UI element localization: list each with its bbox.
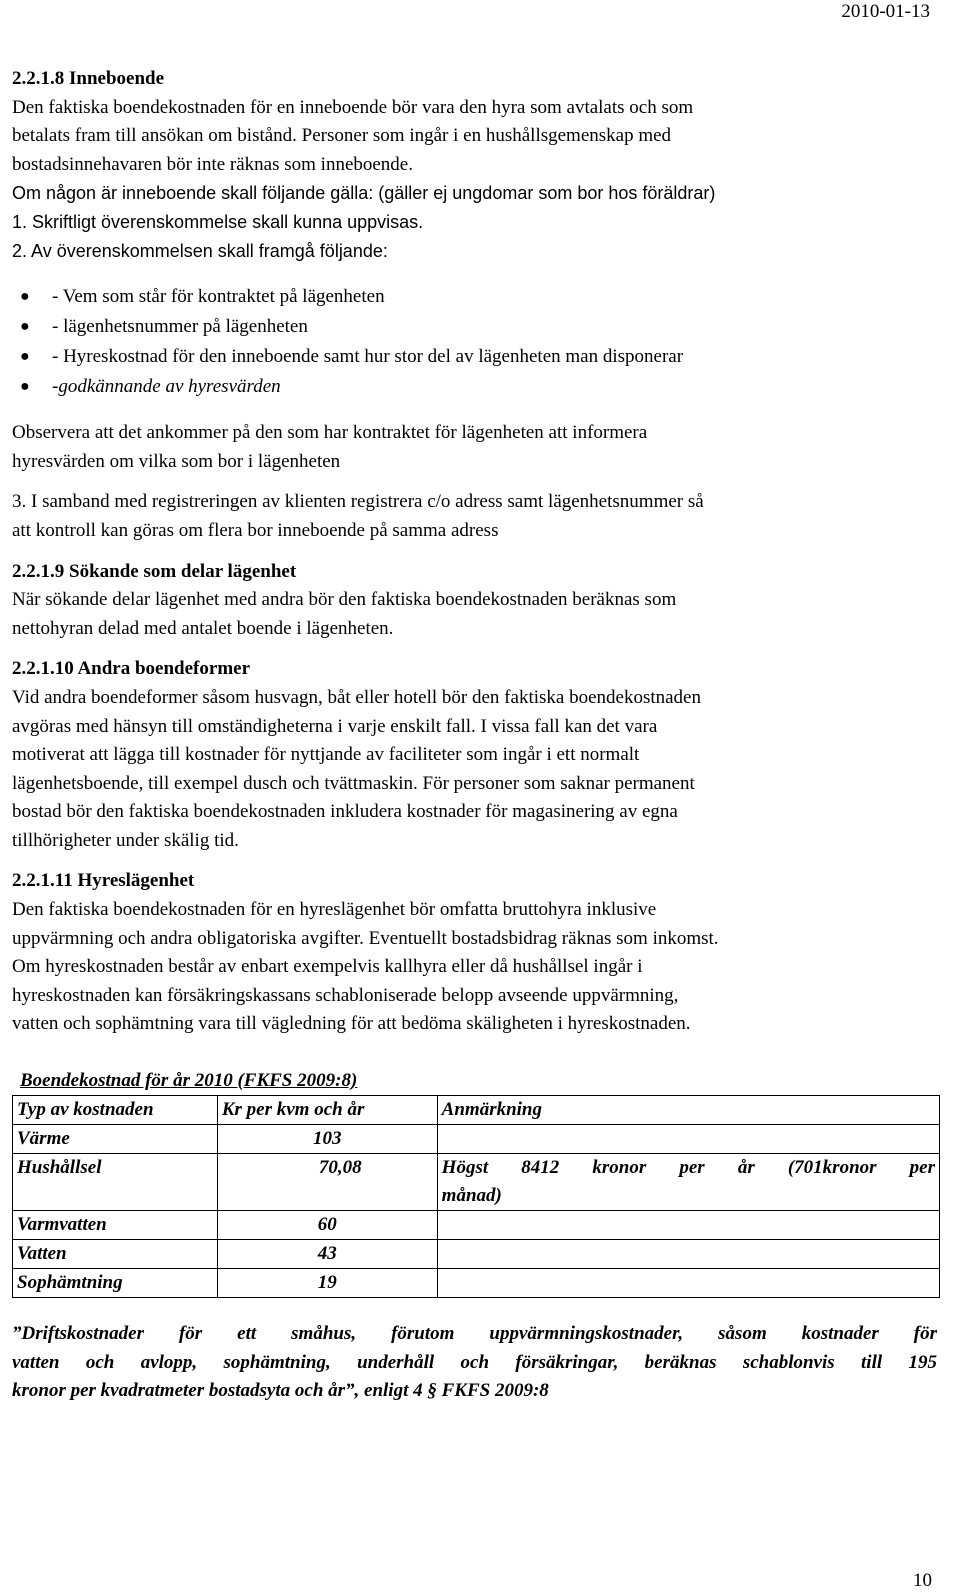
bullet-icon: ● — [20, 348, 30, 366]
paragraph-line: nettohyran delad med antalet boende i lägenheten. — [12, 617, 394, 639]
paragraph-line: bostad bör den faktiska boendekostnaden inkludera kostnader för magasinering av egna — [12, 801, 678, 823]
bullet-icon: ● — [20, 318, 30, 336]
table-title: Boendekostnad för år 2010 (FKFS 2009:8) — [20, 1070, 358, 1092]
table-header-row — [13, 1096, 940, 1125]
paragraph-line: avgöras med hänsyn till omständigheterna i varje enskilt fall. I vissa fall kan det vara — [12, 715, 658, 737]
bullet-icon: ● — [20, 288, 30, 306]
column-header: Anmärkning — [437, 1096, 939, 1125]
cost-value: 103 — [217, 1125, 437, 1154]
footnote-line: vatten och avlopp, sophämtning, underhåll och försäkringar, beräknas schablonvis till 195 — [12, 1351, 937, 1373]
table-row — [13, 1240, 940, 1269]
paragraph-line: 3. I samband med registreringen av klienten registrera c/o adress samt lägenhetsnummer så — [12, 491, 704, 513]
header-date: 2010-01-13 — [841, 1, 930, 22]
column-header: Kr per kvm och år — [217, 1096, 437, 1125]
cost-type: Sophämtning — [13, 1269, 218, 1298]
cost-type: Vatten — [13, 1240, 218, 1269]
cost-value: 60 — [217, 1211, 437, 1240]
cost-note — [437, 1125, 939, 1154]
section-heading: 2.2.1.8 Inneboende — [12, 68, 165, 89]
cost-type: Värme — [13, 1125, 218, 1154]
paragraph-line: tillhörigheter under skälig tid. — [12, 829, 239, 851]
cost-value: 43 — [217, 1240, 437, 1269]
section-heading: 2.2.1.10 Andra boendeformer — [12, 658, 251, 680]
paragraph-line: 2. Av överenskommelsen skall framgå följande: — [12, 240, 388, 261]
paragraph-line: motiverat att lägga till kostnader för nyttjande av faciliteter som ingår i ett normalt — [12, 744, 640, 766]
paragraph-line: När sökande delar lägenhet med andra bör den faktiska boendekostnaden beräknas som — [12, 589, 677, 611]
paragraph-line: hyresvärden om vilka som bor i lägenheten — [12, 450, 341, 472]
paragraph-line: 1. Skriftligt överenskommelse skall kunna uppvisas. — [12, 211, 424, 232]
cost-table — [12, 1095, 940, 1298]
list-item: ● -godkännande av hyresvärden — [12, 372, 937, 402]
paragraph-line: Om någon är inneboende skall följande gälla: (gäller ej ungdomar som bor hos föräldrar) — [12, 183, 716, 204]
cost-value: 70,08 — [217, 1154, 437, 1211]
section-heading: 2.2.1.11 Hyreslägenhet — [12, 870, 195, 892]
cost-note — [437, 1269, 939, 1298]
paragraph-line: lägenhetsboende, till exempel dusch och tvättmaskin. För personer som saknar permanent — [12, 772, 695, 794]
section-delar-lagenhet — [12, 558, 937, 644]
list-item: ● - Hyreskostnad för den inneboende samt hur stor del av lägenheten man disponerar — [12, 342, 937, 372]
section-hyreslagenhet — [12, 867, 937, 1039]
paragraph-line: att kontroll kan göras om flera bor inneboende på samma adress — [12, 519, 499, 541]
table-row — [13, 1269, 940, 1298]
table-row — [13, 1125, 940, 1154]
cost-type: Hushållsel — [13, 1154, 218, 1211]
paragraph-line: uppvärmning och andra obligatoriska avgifter. Eventuellt bostadsbidrag räknas som inkomst. — [12, 927, 719, 949]
cost-note — [437, 1240, 939, 1269]
document-body — [12, 65, 937, 1406]
paragraph-line: Observera att det ankommer på den som har kontraktet för lägenheten att informera — [12, 422, 648, 444]
footnote-quote — [12, 1320, 937, 1406]
footnote-line: kronor per kvadratmeter bostadsyta och år”, enligt 4 § FKFS 2009:8 — [12, 1380, 549, 1402]
paragraph-line: Om hyreskostnaden består av enbart exempelvis kallhyra eller då hushållsel ingår i — [12, 956, 643, 978]
paragraph-line: betalats fram till ansökan om bistånd. Personer som ingår i en hushållsgemenskap med — [12, 125, 672, 147]
cost-type: Varmvatten — [13, 1211, 218, 1240]
paragraph-line: hyreskostnaden kan försäkringskassans schabloniserade belopp avseende uppvärmning, — [12, 984, 679, 1006]
paragraph-line: vatten och sophämtning vara till vägledning för att bedöma skäligheten i hyreskostnaden. — [12, 1013, 691, 1035]
page-number: 10 — [913, 1570, 932, 1591]
paragraph-line: Den faktiska boendekostnaden för en hyreslägenhet bör omfatta bruttohyra inklusive — [12, 899, 657, 921]
requirement-list — [12, 282, 937, 402]
column-header: Typ av kostnaden — [13, 1096, 218, 1125]
bullet-icon: ● — [20, 378, 30, 396]
cost-note-line: månad) — [441, 1185, 502, 1207]
section-heading: 2.2.1.9 Sökande som delar lägenhet — [12, 560, 297, 582]
footnote-line: ”Driftskostnader för ett småhus, förutom uppvärmningskostnader, såsom kostnader för — [12, 1323, 937, 1345]
cost-note-line: Högst 8412 kronor per år (701kronor per — [441, 1157, 935, 1179]
section-inneboende — [12, 65, 937, 546]
cost-note — [437, 1154, 939, 1211]
paragraph-line: bostadsinnehavaren bör inte räknas som inneboende. — [12, 153, 413, 175]
list-item: ● - lägenhetsnummer på lägenheten — [12, 312, 937, 342]
table-row — [13, 1154, 940, 1211]
paragraph-line: Vid andra boendeformer såsom husvagn, båt eller hotell bör den faktiska boendekostnaden — [12, 686, 701, 708]
list-item: ● - Vem som står för kontraktet på lägenheten — [12, 282, 937, 312]
table-row — [13, 1211, 940, 1240]
cost-value: 19 — [217, 1269, 437, 1298]
cost-note — [437, 1211, 939, 1240]
paragraph-line: Den faktiska boendekostnaden för en inneboende bör vara den hyra som avtalats och som — [12, 96, 694, 118]
section-andra-boendeformer — [12, 655, 937, 855]
